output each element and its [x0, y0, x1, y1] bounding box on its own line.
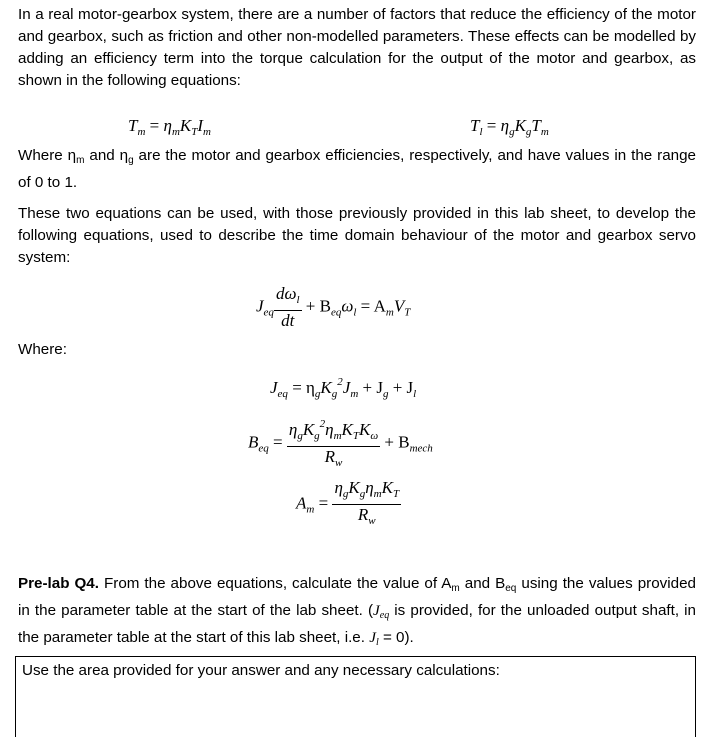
efficiency-paragraph: Where ηm and ηg are the motor and gearbox efficiencies, respectively, and have values in the range of 0 to 1.: [18, 147, 696, 191]
jeq-equation: $J_{eq} = \eta_gK_g^2J_m + J_g + J_l$: [270, 376, 417, 400]
beq-equation: $B_{eq}$ = $\frac{\eta_gK_g^2\eta_mK_TK_\omega}{R_w}$ + $B_{mech}$: [248, 414, 433, 473]
prelab-question: Pre-lab Q4. From the above equations, calculate the value of Am and Beq using the values provided in the parameter table at the start of the lab sheet. (Jeq is provided, for the unloaded output shaft, in the parameter table at the start of this lab sheet, i.e. Jl = 0).: [18, 575, 696, 648]
answer-label: Use the area provided for your answer and any necessary calculations:: [22, 662, 500, 679]
dynamics-equation: $J_{eq}$ $\frac{d\omega_l}{dt}$ + $B_{eq}\omega_l = A_mV_T$: [256, 284, 411, 330]
am-equation: $A_m$ = $\frac{\eta_gK_g\eta_mK_T}{R_w}$: [296, 478, 400, 527]
answer-area[interactable]: [15, 656, 696, 737]
prelab-label: Pre-lab Q4.: [18, 575, 99, 592]
motor-torque-equation: $T_m = \eta_mK_TI_m$: [128, 116, 211, 138]
load-torque-equation: $T_l = \eta_gK_gT_m$: [470, 116, 549, 138]
intro-paragraph: In a real motor-gearbox system, there are a number of factors that reduce the efficiency of the motor and gearbox, such as friction and other non-modelled parameters. These effects can be modelled by adding an efficiency term into the torque calculation for the output of the motor and gearbox, as shown in the following equations:: [18, 6, 696, 89]
equations-intro-paragraph: These two equations can be used, with those previously provided in this lab sheet, to develop the following equations, used to describe the time domain behaviour of the motor and gearbox servo system:: [18, 205, 696, 266]
where-label: Where:: [18, 341, 67, 358]
